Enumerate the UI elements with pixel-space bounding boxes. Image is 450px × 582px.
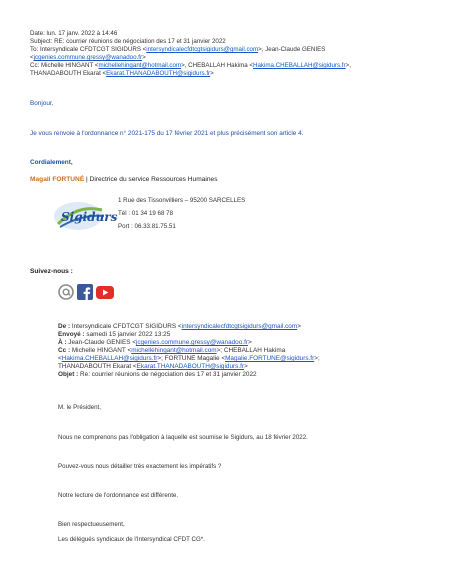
header-to-prefix: To: Intersyndicale CFDTCGT SIGIDURS < (30, 46, 147, 53)
signature-name-line (30, 176, 218, 183)
quoted-cc-email1-link[interactable]: michellehingant@hotmail.com (131, 347, 217, 354)
header-cc-email2-link[interactable]: Hakima.CHEBALLAH@sigidurs.fr (253, 62, 346, 69)
quoted-from (58, 323, 301, 331)
quoted-from-end: > (297, 323, 301, 330)
quoted-to-label: À : (58, 339, 67, 346)
quoted-object-label: Objet : (58, 371, 79, 378)
quoted-sent-label: Envoyé : (58, 331, 85, 338)
header-to-2 (30, 54, 146, 62)
quoted-cc-email3-link[interactable]: Magalie.FORTUNE@sigidurs.fr (225, 355, 315, 362)
quoted-cc-mid: >; CHEBALLAH Hakima (216, 347, 286, 354)
quoted-object-value: Re: courrier réunions de négociation des 17 et 31 janvier 2022 (78, 371, 257, 378)
logo-text: Sigidurs (61, 210, 118, 224)
message-paragraph-2: Pouvez-vous nous détailler très exactement les impératifs ? (58, 463, 222, 470)
header-cc2-prefix: THANADABOUTH Ekarat < (30, 70, 107, 77)
header-cc-email3-link[interactable]: Ekarat.THANADABOUTH@sigidurs.fr (106, 70, 211, 77)
header-to2-close: > (142, 54, 146, 61)
youtube-icon[interactable] (96, 286, 114, 304)
signature-title: | Directrice du service Ressources Humaines (84, 176, 218, 183)
message-closing: Bien respectueusement, (58, 521, 125, 528)
quoted-cc2-end: >; (314, 355, 320, 362)
sigidurs-logo (48, 196, 118, 236)
header-cc-email1-link[interactable]: michellehingant@hotmail.com (98, 62, 182, 69)
header-to-email-link[interactable]: intersyndicalecfdtcgtsigidurs@gmail.com (146, 46, 259, 53)
header-cc-end: >, (345, 62, 351, 69)
quoted-sent-value: samedi 15 janvier 2022 13:25 (84, 331, 171, 338)
header-to2-open: < (30, 54, 34, 61)
quoted-to-end: > (247, 339, 252, 346)
quoted-from-email-link[interactable]: intersyndicalecfdtcgtsigidurs@gmail.com (181, 323, 298, 330)
quoted-cc-email2-link[interactable]: Hakima.CHEBALLAH@sigidurs.fr (61, 355, 158, 362)
quoted-cc-email4-link[interactable]: Ekarat.THANADABOUTH@sigidurs.fr (136, 363, 245, 370)
header-cc (30, 62, 351, 70)
at-icon[interactable] (58, 284, 74, 305)
header-cc-mid: >, CHEBALLAH Hakima < (181, 62, 253, 69)
follow-us-label: Suivez-nous : (30, 268, 73, 275)
quoted-cc-label: Cc : (58, 347, 71, 354)
header-cc-prefix: Cc: Michelle HINGANT < (30, 62, 99, 69)
header-to-email2-link[interactable]: jcgenies.commune.gressy@wanadoo.fr (33, 54, 143, 61)
header-cc2-end: > (210, 70, 214, 77)
quoted-cc2-mid: >; FORTUNE Magalie < (157, 355, 226, 362)
header-to (30, 46, 325, 54)
quoted-to (58, 339, 252, 347)
quoted-to-email-link[interactable]: jcgenies.commune.gressy@wanadoo.fr (135, 339, 248, 346)
header-to-mid: >, Jean-Claude GENIES (258, 46, 326, 53)
signature-port: Port : 06.33.81.75.51 (118, 223, 176, 230)
signature-tel: Tél : 01 34 19 68 78 (118, 210, 174, 217)
quoted-cc3-end: > (244, 363, 248, 370)
facebook-icon[interactable] (77, 284, 93, 305)
quoted-cc2-open: < (58, 355, 62, 362)
signature-closing: Cordialement, (30, 159, 73, 166)
quoted-cc-3 (58, 363, 248, 371)
reply-body: Je vous renvoie à l'ordonnance n° 2021-175 du 17 février 2021 et plus précisément son article 4. (30, 130, 304, 137)
message-signature: Les délégués syndicaux de l'Intersyndical CFDT CG*. (58, 536, 205, 543)
quoted-cc-2 (58, 355, 320, 363)
message-salutation: M. le Président, (58, 404, 101, 411)
quoted-from-value: Intersyndicale CFDTCGT SIGIDURS < (70, 323, 182, 330)
header-subject: Subject: RE: courrier réunions de négociation des 17 et 31 janvier 2022 (30, 38, 226, 45)
signature-name: Magali FORTUNÉ (30, 176, 85, 183)
header-cc-2 (30, 70, 214, 78)
signature-address: 1 Rue des Tissonvilliers – 95200 SARCELLES (118, 197, 246, 204)
quoted-from-label: De : (58, 323, 71, 330)
quoted-object (58, 371, 257, 379)
message-paragraph-3: Notre lecture de l'ordonnance est différente. (58, 492, 179, 499)
quoted-cc (58, 347, 285, 355)
quoted-sent (58, 331, 170, 339)
quoted-cc3-prefix: THANADABOUTH Ekarat < (58, 363, 137, 370)
quoted-to-value: Jean-Claude GENIES < (66, 339, 136, 346)
reply-greeting: Bonjour, (30, 100, 54, 107)
quoted-cc-value: Michelle HINGANT < (70, 347, 132, 354)
message-paragraph-1: Nous ne comprenons pas l'obligation à laquelle est soumise le Sigidurs, au 18 février 2022. (58, 434, 308, 441)
header-date: Date: lun. 17 janv. 2022 à 14:46 (30, 30, 118, 37)
